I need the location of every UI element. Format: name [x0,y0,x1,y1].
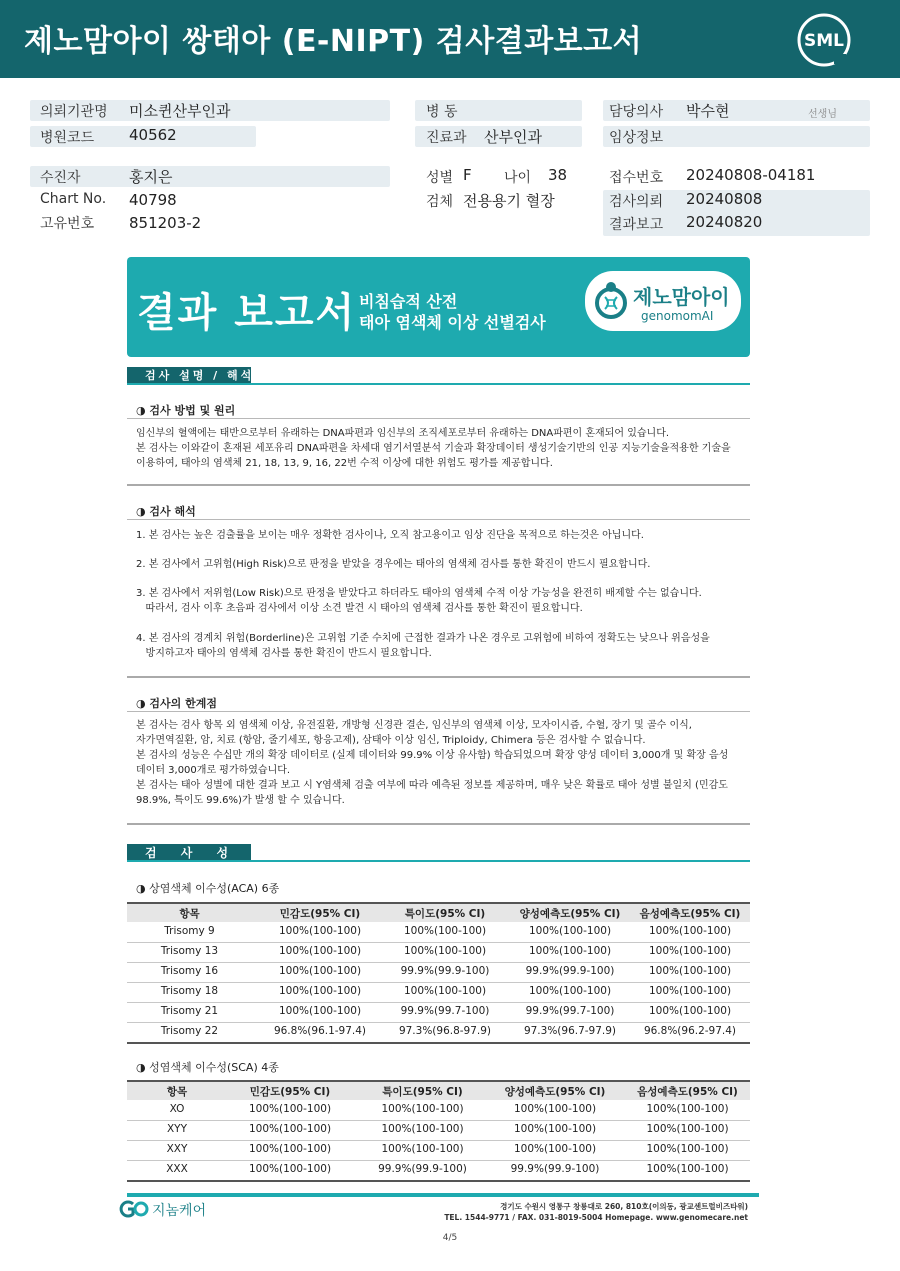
interp-item-3 [136,586,750,616]
table-row-divider [127,962,750,963]
sml-logo-icon [796,12,852,68]
receipt-label: 접수번호 [609,170,664,186]
section-tab-explanation: 검사 설명 / 해석 [127,367,251,385]
table-row-divider [127,1180,750,1182]
table-row-divider [127,1140,750,1141]
text-line: 데이터 3,000개로 평가하였습니다. [136,765,291,776]
table-cell: 99.9%(99.9-100) [510,1163,600,1175]
text-line: 본 검사는 태아 성별에 대한 결과 보고 시 Y염색체 검출 여부에 따라 예측된 정보를 제공하며, 매우 낮은 확률로 태아 성별 불일치 (민감도 [136,780,728,791]
table-cell: 100%(100-100) [646,1163,729,1175]
table-row-label: Trisomy 13 [160,945,219,957]
table-cell: 100%(100-100) [278,1005,362,1017]
table-cell: 100%(100-100) [278,965,362,977]
brand-name-en: genomomAI [641,309,714,323]
result-banner [127,257,750,357]
table-cell: 96.8%(96.2-97.4) [643,1025,737,1037]
table-cell: 100%(100-100) [403,925,487,937]
report-label: 결과보고 [609,217,664,233]
method-text [136,426,750,471]
table-cell: 97.3%(96.8-97.9) [398,1025,492,1037]
genomecare-logo-icon [119,1200,149,1218]
table-cell: 100%(100-100) [278,925,362,937]
table-cell: 100%(100-100) [648,965,732,977]
sex-value: F [463,166,472,184]
text-line: 본 검사는 검사 항목 외 염색체 이상, 유전질환, 개방형 신경관 결손, 임신부의 염색체 이상, 모자이시즘, 수혈, 장기 및 골수 이식, [136,720,692,731]
divider [127,519,750,520]
divider [127,711,750,712]
dept-label: 진료과 [426,130,467,146]
limit-text [136,718,750,808]
specimen-value: 전용용기 혈장 [463,192,555,210]
table-cell: 100%(100-100) [381,1103,464,1115]
table-cell: 100%(100-100) [648,985,732,997]
doctor-label: 담당의사 [609,104,664,120]
text-line: 3. 본 검사에서 저위험(Low Risk)으로 판정을 받았다고 하더라도 태아의 염색체 수적 이상 가능성을 완전히 배제할 수는 없습니다. [136,588,702,599]
table-cell: 100%(100-100) [528,945,612,957]
section-line [127,383,750,385]
clinical-label: 임상정보 [609,130,664,146]
table-cell: 100%(100-100) [528,925,612,937]
table-cell: 100%(100-100) [648,945,732,957]
table-row-label: Trisomy 9 [164,925,215,937]
interp-title: ◑ 검사 해석 [136,505,196,518]
table-cell: 100%(100-100) [513,1103,597,1115]
text-line: 1. 본 검사는 높은 검출률을 보이는 매우 정확한 검사이나, 오직 참고용이고 임상 진단을 목적으로 하는것은 아닙니다. [136,530,644,541]
table-row-divider [127,1160,750,1161]
sca-title: ◑ 성염색체 이수성(SCA) 4종 [136,1061,279,1074]
doctor-suffix: 선생님 [808,109,837,120]
interp-item-4 [136,631,750,661]
table-cell: 100%(100-100) [646,1123,729,1135]
table-cell: 100%(100-100) [648,1005,732,1017]
text-line: 2. 본 검사에서 고위험(High Risk)으로 판정을 받았을 경우에는 태아의 염색체 검사를 통한 확진이 반드시 필요합니다. [136,559,651,570]
table-cell: 100%(100-100) [646,1143,729,1155]
brand-badge [585,271,741,331]
text-line: 자가면역질환, 암, 치료 (항암, 줄기세포, 항응고제), 삼태아 이상 임신, Triploidy, Chimera 등은 검사할 수 없습니다. [136,735,646,746]
table-header-cell: 음성예측도(95% CI) [639,908,741,920]
table-row-divider [127,942,750,943]
table-row-divider [127,1042,750,1044]
request-label: 검사의뢰 [609,194,664,210]
table-row-divider [127,1002,750,1003]
table-row-label: Trisomy 21 [160,1005,219,1017]
aca-title: ◑ 상염색체 이수성(ACA) 6종 [136,882,280,895]
table-cell: 100%(100-100) [381,1123,464,1135]
table-cell: 99.9%(99.9-100) [525,965,615,977]
contact-line: TEL. 1544-9771 / FAX. 031-8019-5004 Homepage. www.genomecare.net [444,1213,748,1222]
doctor-value: 박수현 [686,102,730,120]
address-line: 경기도 수원시 영통구 창룡대로 260, 810호(이의동, 광교센트럴비즈타워) [500,1202,748,1211]
report-value: 20240820 [686,213,763,231]
dept-value: 산부인과 [484,128,542,146]
table-header-cell: 항목 [166,1086,188,1098]
table-cell: 100%(100-100) [278,945,362,957]
table-header-cell: 민감도(95% CI) [249,1086,331,1098]
table-cell: 100%(100-100) [646,1103,729,1115]
table-cell: 100%(100-100) [248,1103,332,1115]
hospital-code-value: 40562 [129,126,177,144]
table-cell: 96.8%(96.1-97.4) [273,1025,367,1037]
table-header-cell: 민감도(95% CI) [279,908,361,920]
table-header-cell: 항목 [179,908,200,920]
table-row-divider [127,1120,750,1121]
chart-no-label: Chart No. [40,191,107,207]
table-header-cell: 음성예측도(95% CI) [637,1086,738,1098]
limit-title: ◑ 검사의 한계점 [136,697,218,710]
table-header-cell: 양성예측도(95% CI) [519,908,621,920]
table-cell: 100%(100-100) [403,985,487,997]
request-value: 20240808 [686,190,763,208]
divider [127,484,750,486]
text-line: 방지하고자 태아의 염색체 검사를 통한 확진이 반드시 필요합니다. [136,648,432,659]
age-label: 나이 [504,170,532,186]
page-number: 4/5 [442,1233,458,1243]
table-cell: 100%(100-100) [278,985,362,997]
chart-no-value: 40798 [129,191,177,209]
footer-line [127,1193,759,1197]
table-cell: 99.9%(99.7-100) [400,1005,490,1017]
hospital-code-label: 병원코드 [40,130,95,146]
table-cell: 100%(100-100) [248,1163,332,1175]
table-row-label: XXX [166,1163,188,1175]
examinee-value: 홍지은 [129,168,173,186]
unique-id-label: 고유번호 [40,216,95,232]
brand-name-ko: 제노맘아이 [633,285,730,309]
banner-subtitle-2: 태아 염색체 이상 선별검사 [359,313,546,332]
divider [127,418,750,419]
unique-id-value: 851203-2 [129,214,202,232]
table-cell: 97.3%(96.7-97.9) [523,1025,617,1037]
table-header-cell: 특이도(95% CI) [382,1086,463,1098]
table-cell: 99.9%(99.9-100) [378,1163,467,1175]
institution-label: 의뢰기관명 [40,104,108,120]
report-title: 제노맘아이 쌍태아 (E-NIPT) 검사결과보고서 [24,24,643,59]
table-cell: 100%(100-100) [648,925,732,937]
table-row-label: Trisomy 22 [160,1025,219,1037]
table-header-cell: 특이도(95% CI) [404,908,486,920]
receipt-value: 20240808-04181 [686,166,816,184]
footer-address [430,1201,748,1223]
table-cell: 100%(100-100) [403,945,487,957]
banner-subtitle-1: 비침습적 산전 [359,292,458,311]
text-line: 98.9%, 특이도 99.6%)가 발생 할 수 있습니다. [136,795,345,806]
text-line: 임신부의 혈액에는 태반으로부터 유래하는 DNA파편과 임신부의 조직세포로부터 유래하는 DNA파편이 혼재되어 있습니다. [136,428,670,439]
table-row-divider [127,1022,750,1023]
method-title: ◑ 검사 방법 및 원리 [136,404,236,417]
interp-item-1 [136,528,750,543]
interp-item-2 [136,557,750,572]
table-cell: 100%(100-100) [248,1123,332,1135]
table-cell: 100%(100-100) [381,1143,464,1155]
table-cell: 99.9%(99.9-100) [400,965,490,977]
examinee-row [30,166,390,187]
ward-label: 병 동 [426,104,458,120]
table-header-cell: 양성예측도(95% CI) [504,1086,606,1098]
table-row-label: Trisomy 16 [160,965,219,977]
section-tab-performance: 검 사 성 능 [127,844,251,862]
examinee-label: 수진자 [40,170,81,186]
specimen-label: 검체 [426,194,454,210]
table-row-label: XO [169,1103,185,1115]
report-header [0,0,900,78]
divider [127,676,750,678]
sml-logo-text: SML [804,31,844,51]
table-row-label: XYY [166,1123,188,1135]
banner-title: 결과 보고서 [137,290,357,336]
text-line: 이용하여, 태아의 염색체 21, 18, 13, 9, 16, 22번 수적 이상에 대한 위험도 평가를 제공합니다. [136,458,553,469]
sex-label: 성별 [426,170,454,186]
divider [127,823,750,825]
section-line [127,860,750,862]
genomom-logo-icon [593,279,629,323]
text-line: 4. 본 검사의 경계치 위험(Borderline)은 고위험 기준 수치에 근접한 결과가 나온 경우로 고위험에 비하여 정확도는 낮으나 위음성을 [136,633,710,644]
text-line: 따라서, 검사 이후 초음파 검사에서 이상 소견 발견 시 태아의 염색체 검사를 통한 확진이 필요합니다. [136,603,583,614]
institution-value: 미소퀸산부인과 [129,102,231,120]
table-cell: 99.9%(99.7-100) [525,1005,615,1017]
table-cell: 100%(100-100) [513,1143,597,1155]
table-row-label: Trisomy 18 [160,985,219,997]
table-cell: 100%(100-100) [248,1143,332,1155]
table-row-label: XXY [166,1143,188,1155]
text-line: 본 검사의 성능은 수십만 개의 확장 데이터로 (실제 데이터와 99.9% 이상 유사함) 학습되었으며 확장 양성 데이터 3,000개 및 확장 음성 [136,750,729,761]
table-cell: 100%(100-100) [513,1123,597,1135]
age-value: 38 [548,166,568,184]
table-row-divider [127,982,750,983]
text-line: 본 검사는 이와같이 혼재된 세포유리 DNA파편을 차세대 염기서열분석 기술과 확장데이터 생성기술기반의 인공 지능기술을적용한 기술을 [136,443,731,454]
footer-company: 지놈케어 [152,1203,207,1219]
table-cell: 100%(100-100) [528,985,612,997]
